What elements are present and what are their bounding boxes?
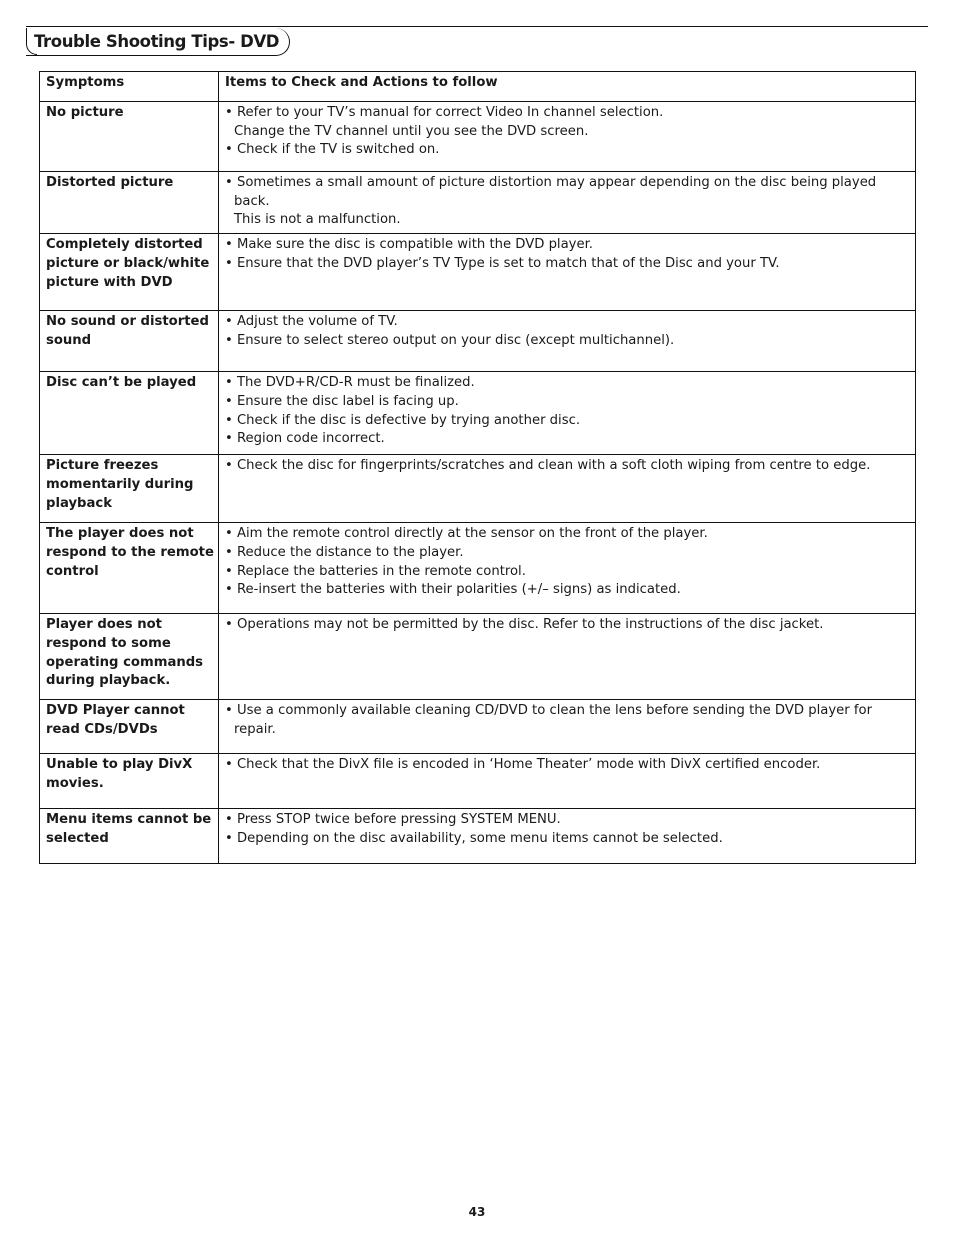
table-row — [40, 455, 916, 523]
actions-cell — [219, 311, 916, 372]
table-row — [40, 311, 916, 372]
actions-cell — [219, 102, 916, 172]
actions-cell — [219, 523, 916, 614]
table-body — [40, 102, 916, 864]
actions-cell — [219, 455, 916, 523]
table-header-row — [40, 72, 916, 102]
symptom-cell: The player does not respond to the remote control — [40, 523, 219, 614]
table-row — [40, 700, 916, 754]
page-title-text: Trouble Shooting Tips- DVD — [34, 32, 280, 51]
actions-cell — [219, 614, 916, 700]
table-header — [40, 72, 916, 102]
action-line: • Check the disc for fingerprints/scratches and clean with a soft cloth wiping from centre to edge. — [225, 458, 871, 474]
symptom-cell: Disc can’t be played — [40, 372, 219, 455]
action-line: • Check if the TV is switched on. — [225, 142, 440, 158]
actions-cell — [219, 809, 916, 864]
action-line: • Check if the disc is defective by trying another disc. — [225, 412, 581, 428]
action-line: • Aim the remote control directly at the sensor on the front of the player. — [225, 526, 708, 542]
symptom-cell: No picture — [40, 102, 219, 172]
page-number: 43 — [468, 1205, 486, 1219]
action-line: • Reduce the distance to the player. — [225, 544, 464, 560]
action-line: • Operations may not be permitted by the disc. Refer to the instructions of the disc jacket. — [225, 617, 824, 633]
action-line: Change the TV channel until you see the DVD screen. — [234, 123, 589, 139]
actions-cell — [219, 754, 916, 809]
table-row — [40, 172, 916, 234]
action-line: • Check that the DivX file is encoded in ‘Home Theater’ mode with DivX certified encoder. — [225, 757, 821, 773]
column-header-actions: Items to Check and Actions to follow — [219, 72, 916, 102]
action-line: • Depending on the disc availability, some menu items cannot be selected. — [225, 830, 723, 846]
symptom-cell: Menu items cannot be selected — [40, 809, 219, 864]
action-line: • Adjust the volume of TV. — [225, 314, 398, 330]
actions-cell — [219, 372, 916, 455]
action-line: • Ensure the disc label is facing up. — [225, 393, 459, 409]
table-row — [40, 372, 916, 455]
symptom-cell: Picture freezes momentarily during playback — [40, 455, 219, 523]
action-line: • Ensure that the DVD player’s TV Type is set to match that of the Disc and your TV. — [225, 255, 780, 271]
action-line: • Region code incorrect. — [225, 431, 385, 447]
action-line: • Ensure to select stereo output on your disc (except multichannel). — [225, 332, 675, 348]
action-line: • Sometimes a small amount of picture distortion may appear depending on the disc being played back. — [225, 175, 877, 209]
action-line: • Replace the batteries in the remote control. — [225, 563, 526, 579]
column-header-symptoms: Symptoms — [40, 72, 219, 102]
table-row — [40, 754, 916, 809]
header-rule — [26, 26, 928, 27]
page-title — [26, 28, 290, 56]
action-line: • Re-insert the batteries with their polarities (+/– signs) as indicated. — [225, 582, 681, 598]
symptom-cell: No sound or distorted sound — [40, 311, 219, 372]
action-line: • Make sure the disc is compatible with the DVD player. — [225, 237, 593, 253]
actions-cell — [219, 234, 916, 311]
symptom-cell: Distorted picture — [40, 172, 219, 234]
symptom-cell: Player does not respond to some operating commands during playback. — [40, 614, 219, 700]
troubleshooting-table — [39, 71, 916, 864]
table-row — [40, 614, 916, 700]
action-line: • The DVD+R/CD-R must be finalized. — [225, 375, 475, 391]
actions-cell — [219, 172, 916, 234]
action-line: This is not a malfunction. — [234, 212, 401, 228]
actions-cell — [219, 700, 916, 754]
table-row — [40, 234, 916, 311]
symptom-cell: Completely distorted picture or black/white picture with DVD — [40, 234, 219, 311]
table-row — [40, 809, 916, 864]
symptom-cell: Unable to play DivX movies. — [40, 754, 219, 809]
table-row — [40, 102, 916, 172]
action-line: • Use a commonly available cleaning CD/DVD to clean the lens before sending the DVD player for repair. — [225, 703, 872, 737]
symptom-cell: DVD Player cannot read CDs/DVDs — [40, 700, 219, 754]
action-line: • Press STOP twice before pressing SYSTEM MENU. — [225, 812, 561, 828]
table-row — [40, 523, 916, 614]
action-line: • Refer to your TV’s manual for correct Video In channel selection. — [225, 105, 664, 120]
